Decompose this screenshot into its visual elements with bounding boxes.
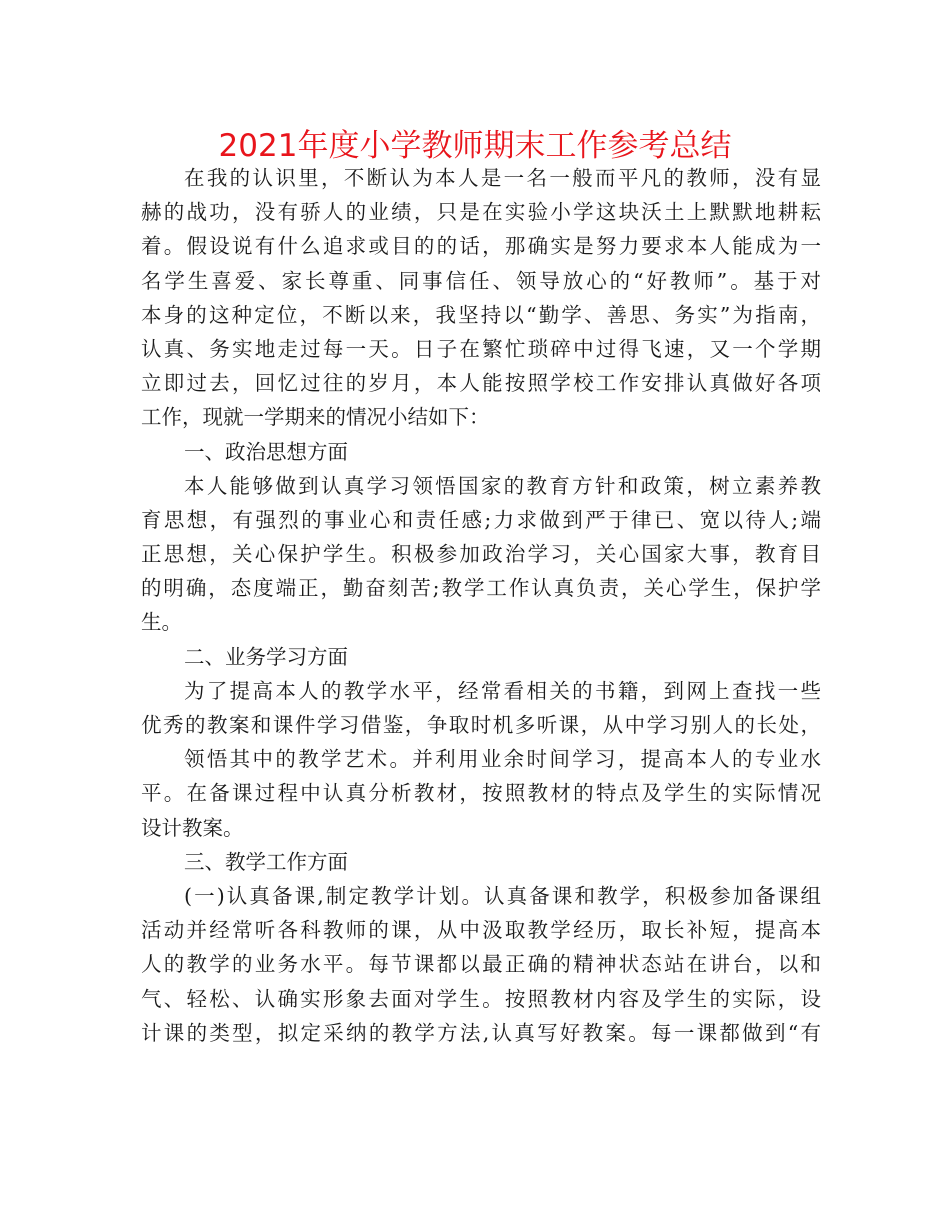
paragraph-line: 正思想，关心保护学生。积极参加政治学习，关心国家大事，教育目: [141, 542, 821, 567]
paragraph-line: 气、轻松、认确实形象去面对学生。按照教材内容及学生的实际，设: [141, 986, 821, 1011]
section-heading: 二、业务学习方面: [184, 644, 348, 669]
paragraph-line: 人的教学的业务水平。每节课都以最正确的精神状态站在讲台，以和: [141, 952, 821, 977]
paragraph-line: 着。假设说有什么追求或目的的话，那确实是努力要求本人能成为一: [141, 234, 821, 259]
paragraph-line: 的明确，态度端正，勤奋刻苦;教学工作认真负责，关心学生，保护学: [141, 576, 821, 601]
paragraph-line: (一)认真备课,制定教学计划。认真备课和教学，积极参加备课组: [184, 883, 821, 908]
paragraph-line: 为了提高本人的教学水平，经常看相关的书籍，到网上查找一些: [184, 678, 821, 703]
paragraph-line: 优秀的教案和课件学习借鉴，争取时机多听课，从中学习别人的长处，: [141, 713, 821, 737]
document-title: 2021年度小学教师期末工作参考总结: [218, 128, 732, 164]
paragraph-line: 在我的认识里，不断认为本人是一名一般而平凡的教师，没有显: [184, 166, 821, 190]
paragraph-line: 设计教案。: [141, 815, 244, 840]
section-heading: 一、政治思想方面: [184, 439, 348, 464]
paragraph-line: 赫的战功，没有骄人的业绩，只是在实验小学这块沃土上默默地耕耘: [141, 200, 821, 225]
paragraph-line: 本身的这种定位，不断以来，我坚持以“勤学、善思、务实”为指南，: [141, 302, 821, 327]
paragraph-line: 育思想，有强烈的事业心和责任感;力求做到严于律已、宽以待人;端: [141, 507, 821, 532]
paragraph-line: 名学生喜爱、家长尊重、同事信任、领导放心的“好教师”。基于对: [141, 268, 821, 293]
paragraph-line: 工作，现就一学期来的情况小结如下：: [141, 405, 490, 430]
paragraph-line: 平。在备课过程中认真分析教材，按照教材的特点及学生的实际情况: [141, 781, 821, 806]
paragraph-line: 认真、务实地走过每一天。日子在繁忙琐碎中过得飞速，又一个学期: [141, 336, 821, 361]
section-heading: 三、教学工作方面: [184, 849, 348, 874]
paragraph-line: 生。: [141, 610, 182, 635]
document-body: [141, 161, 821, 1050]
paragraph-line: 领悟其中的教学艺术。并利用业余时间学习，提高本人的专业水: [184, 747, 821, 772]
paragraph-line: 活动并经常听各科教师的课，从中汲取教学经历，取长补短，提高本: [141, 918, 821, 943]
paragraph-line: 计课的类型，拟定采纳的教学方法,认真写好教案。每一课都做到“有: [141, 1020, 821, 1045]
paragraph-line: 本人能够做到认真学习领悟国家的教育方针和政策，树立素养教: [184, 473, 821, 498]
paragraph-line: 立即过去，回忆过往的岁月，本人能按照学校工作安排认真做好各项: [141, 371, 821, 396]
